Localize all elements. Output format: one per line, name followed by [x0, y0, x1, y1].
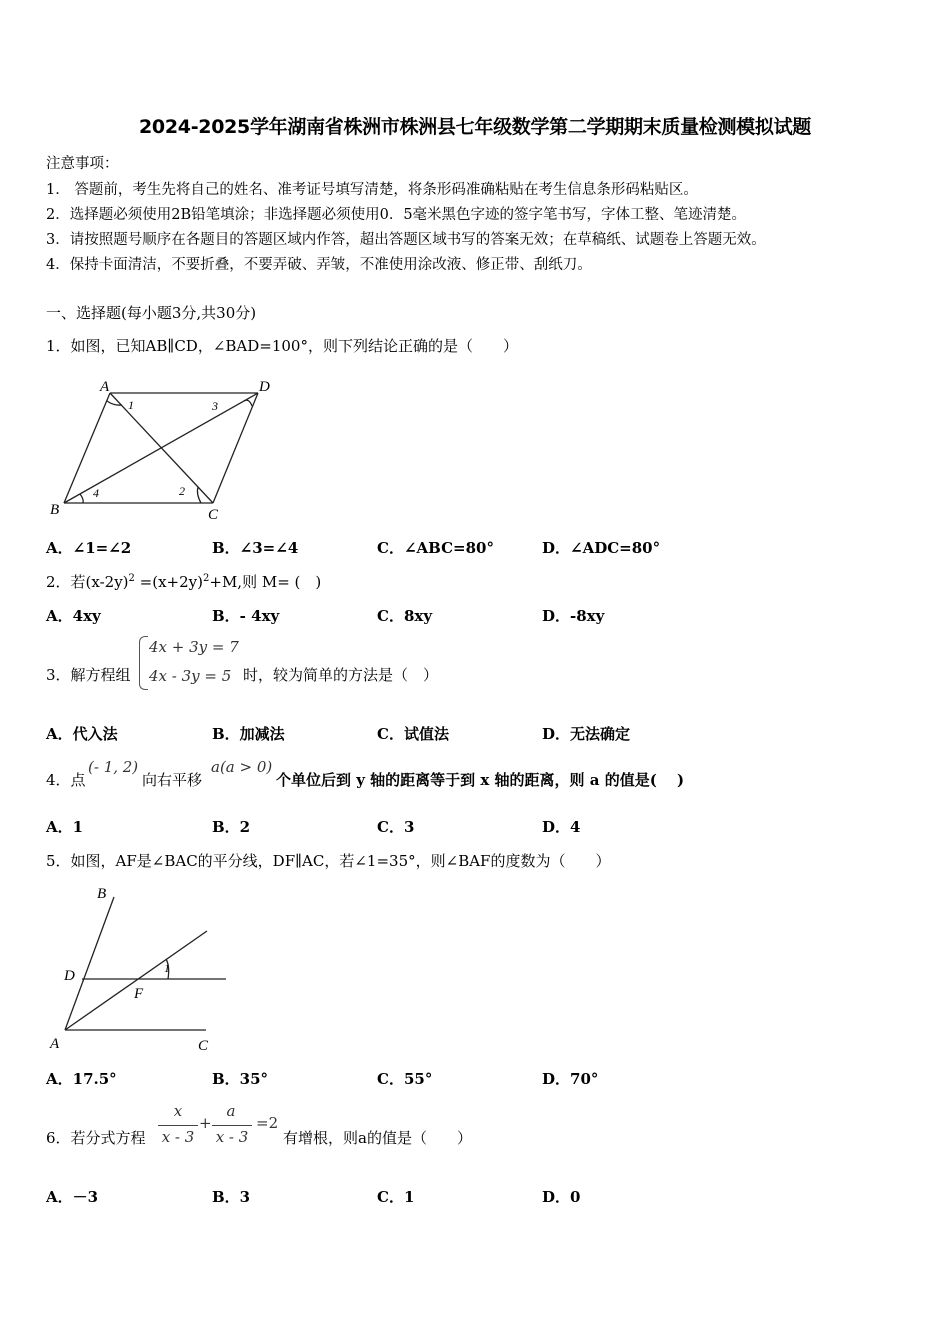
q1-option-c: C．∠ABC=80°: [377, 539, 494, 557]
q5-option-d: D．70°: [542, 1070, 599, 1088]
q4-option-b: B．2: [212, 818, 251, 836]
q4-option-d: D．4: [542, 818, 581, 836]
q6-option-d: D．0: [542, 1188, 581, 1206]
q6-option-a: A．－3: [46, 1188, 99, 1206]
angle-4-label: 4: [93, 486, 99, 500]
q4-option-a: A．1: [46, 818, 84, 836]
q6-plus: +: [199, 1114, 212, 1132]
label-A: A: [100, 379, 110, 395]
question-6-number: 6．若分式方程: [46, 1129, 146, 1147]
angle-3-label: 3: [212, 399, 218, 413]
label-F: F: [134, 986, 144, 1002]
note-item: 4．保持卡面清洁，不要折叠，不要弄破、弄皱，不准使用涂改液、修正带、刮纸刀。: [46, 257, 592, 273]
angle-1-label: 1: [128, 398, 134, 412]
fraction-bar: [212, 1125, 252, 1126]
q2-option-a: A．4xy: [46, 607, 101, 625]
q4-option-c: C．3: [377, 818, 415, 836]
question-4-number: 4．点: [46, 771, 86, 789]
q1-option-b: B．∠3=∠4: [212, 539, 299, 557]
angle-1-label: 1: [164, 961, 170, 975]
q3-option-b: B．加减法: [212, 725, 285, 743]
question-3-number: 3．解方程组: [46, 666, 131, 684]
q3-option-d: D．无法确定: [542, 725, 631, 743]
fraction-bar: [158, 1125, 198, 1126]
label-C: C: [198, 1038, 209, 1054]
angle-2-label: 2: [179, 484, 185, 498]
q1-option-d: D．∠ADC=80°: [542, 539, 661, 557]
question-4-mid: 向右平移: [142, 771, 203, 789]
q6-numerator-2: a: [226, 1102, 236, 1120]
q6-denominator-1: x - 3: [161, 1128, 195, 1146]
notes-heading: 注意事项：: [46, 156, 119, 172]
label-D: D: [259, 379, 270, 395]
q4-shift: a(a > 0): [211, 758, 273, 776]
note-item: 3．请按照题号顺序在各题目的答题区域内作答，超出答题区域书写的答案无效；在草稿纸、试题卷上答题无效。: [46, 232, 766, 248]
q3-option-c: C．试值法: [377, 725, 449, 743]
section-heading: 一、选择题(每小题3分,共30分): [46, 304, 257, 322]
q6-numerator-1: x: [173, 1102, 183, 1120]
q3-equation-1: 4x + 3y = 7: [149, 638, 239, 656]
q6-equals: =2: [256, 1114, 279, 1132]
question-1-text: 1．如图，已知AB∥CD，∠BAD=100°，则下列结论正确的是（ ）: [46, 337, 518, 355]
question-5-text: 5．如图，AF是∠BAC的平分线，DF∥AC，若∠1=35°，则∠BAF的度数为（ ）: [46, 852, 611, 870]
q3-equation-2: 4x - 3y = 5: [149, 667, 232, 685]
question-6-tail: 有增根，则a的值是（ ）: [283, 1129, 472, 1147]
label-C: C: [208, 507, 219, 523]
q1-option-a: A．∠1=∠2: [46, 539, 132, 557]
q6-option-b: B．3: [212, 1188, 251, 1206]
label-B: B: [97, 886, 107, 902]
q2-option-b: B．- 4xy: [212, 607, 280, 625]
q6-denominator-2: x - 3: [215, 1128, 249, 1146]
q1-parallelogram-figure: [44, 374, 284, 524]
question-2-text: 2．若$(x-2y)^2 =(x+2y)^2+M$,则 M= ( ): [46, 573, 322, 591]
page-title: 2024-2025学年湖南省株洲市株洲县七年级数学第二学期期末质量检测模拟试题: [139, 116, 811, 138]
q5-option-c: C．55°: [377, 1070, 433, 1088]
question-3-tail: 时，较为简单的方法是（ ）: [243, 666, 439, 684]
q5-angle-figure: [44, 880, 244, 1060]
q5-option-a: A．17.5°: [46, 1070, 117, 1088]
q4-point: (- 1, 2): [88, 758, 139, 776]
label-D: D: [64, 968, 75, 984]
q5-option-b: B．35°: [212, 1070, 269, 1088]
label-A: A: [50, 1036, 60, 1052]
note-item: 2．选择题必须使用2B铅笔填涂；非选择题必须使用0．5毫米黑色字迹的签字笔书写，字体工整、笔迹清楚。: [46, 207, 747, 223]
q2-option-c: C．8xy: [377, 607, 433, 625]
q2-option-d: D．-8xy: [542, 607, 605, 625]
question-4-tail: 个单位后到 y 轴的距离等于到 x 轴的距离，则 a 的值是( ): [276, 771, 685, 789]
q6-option-c: C．1: [377, 1188, 415, 1206]
note-item: 1． 答题前，考生先将自己的姓名、准考证号填写清楚，将条形码准确粘贴在考生信息条形码粘贴区。: [46, 182, 698, 198]
label-B: B: [50, 502, 60, 518]
system-brace: [139, 636, 148, 690]
q3-option-a: A．代入法: [46, 725, 118, 743]
